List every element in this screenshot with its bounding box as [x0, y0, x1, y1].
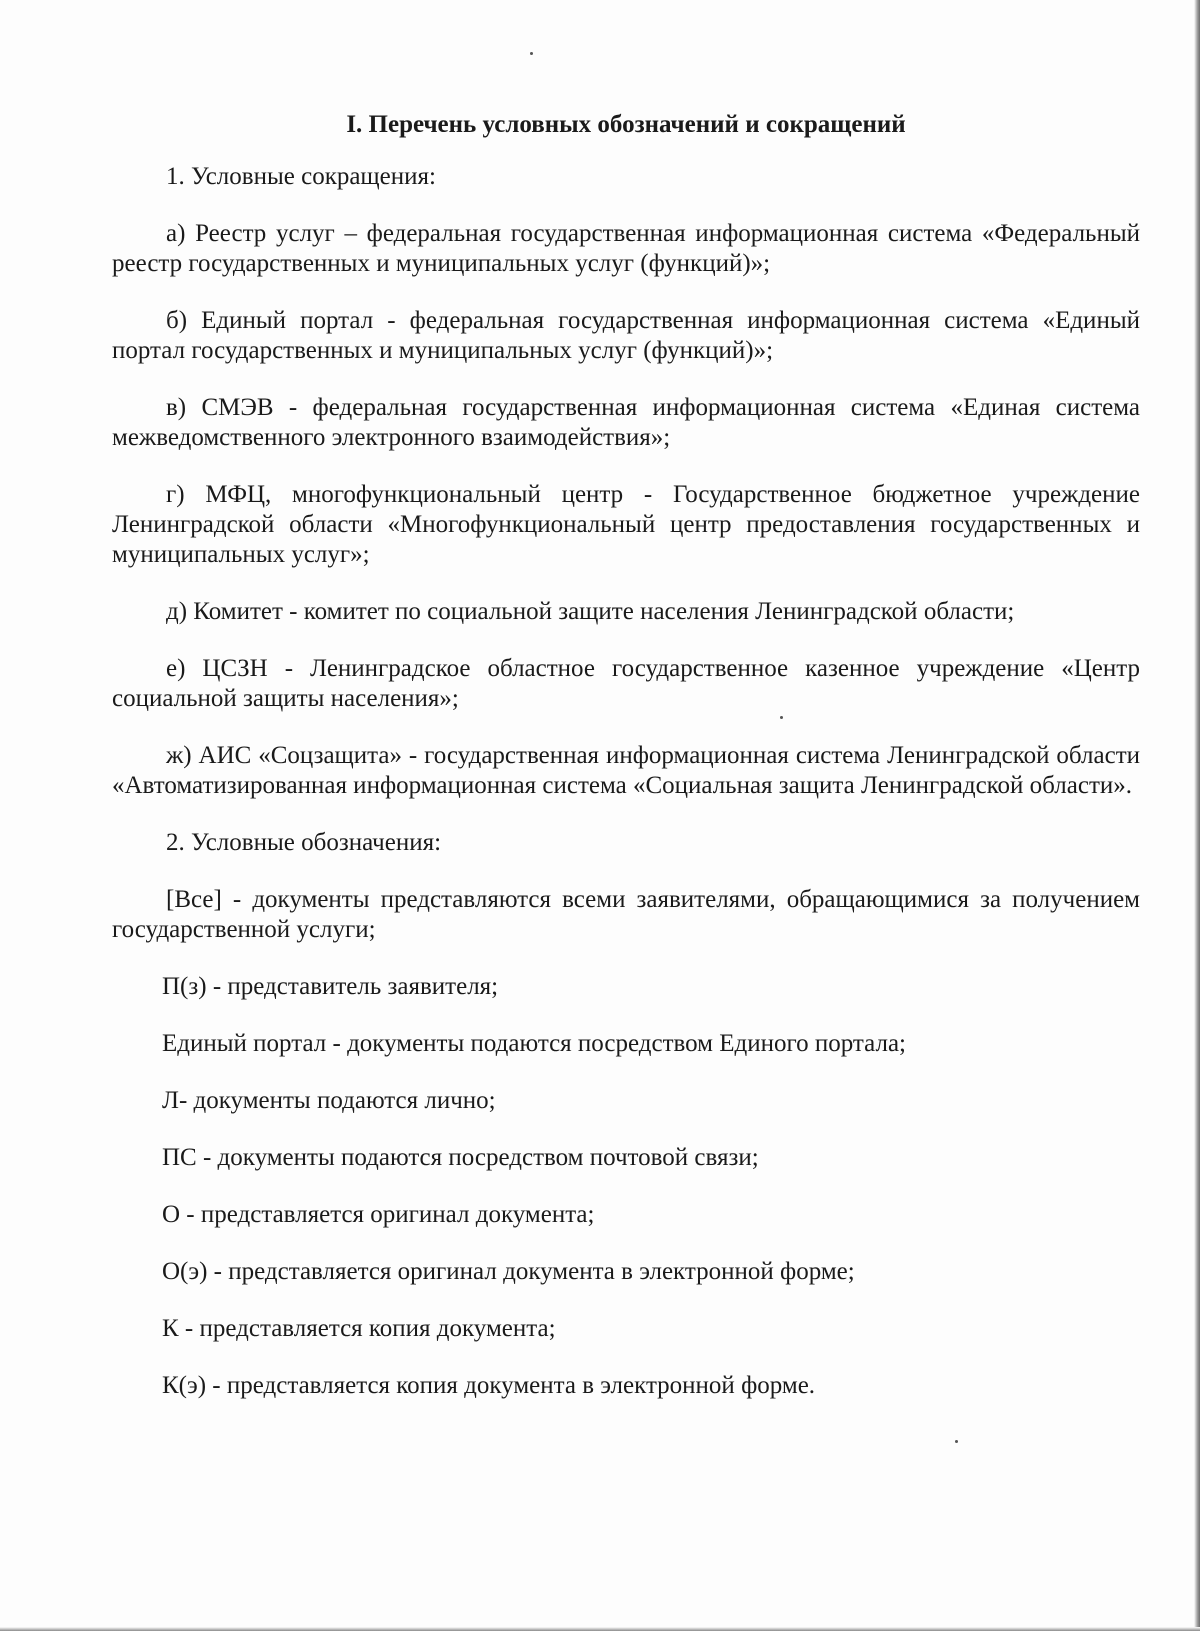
scan-edge-bottom: [0, 1627, 1200, 1631]
abbreviation-item-b: б) Единый портал - федеральная государственная информационная система «Единый портал государственных и муниципальных услуг (функций)»;: [112, 307, 1140, 364]
section-1-title: 1. Условные сокращения:: [166, 163, 436, 190]
scan-speck: [530, 52, 533, 55]
scan-speck: [955, 1440, 958, 1443]
abbreviation-item-v: в) СМЭВ - федеральная государственная информационная система «Единая система межведомственного электронного взаимодействия»;: [112, 394, 1140, 451]
document-body: [112, 110, 1140, 1428]
section-2-title: 2. Условные обозначения:: [166, 829, 442, 856]
scan-edge-right: [1194, 0, 1200, 1631]
legend-item: К - представляется копия документа;: [162, 1315, 556, 1342]
legend-item: Л- документы подаются лично;: [162, 1087, 496, 1114]
legend-item: П(з) - представитель заявителя;: [162, 973, 499, 1000]
abbreviation-item-d: д) Комитет - комитет по социальной защите населения Ленинградской области;: [166, 598, 1015, 625]
abbreviation-item-a: а) Реестр услуг – федеральная государственная информационная система «Федеральный реестр государственных и муниципальных услуг (функций)»;: [112, 220, 1140, 277]
legend-item: ПС - документы подаются посредством почтовой связи;: [162, 1144, 759, 1171]
legend-item-all: [Все] - документы представляются всеми заявителями, обращающимися за получением государственной услуги;: [112, 886, 1140, 943]
legend-item: О - представляется оригинал документа;: [162, 1201, 595, 1228]
legend-item: Единый портал - документы подаются посредством Единого портала;: [162, 1030, 906, 1057]
abbreviation-item-zh: ж) АИС «Соцзащита» - государственная информационная система Ленинградской области «Автоматизированная информационная система «Социальная защита Ленинградской области».: [112, 742, 1140, 799]
document-heading: I. Перечень условных обозначений и сокращений: [346, 111, 906, 138]
abbreviation-item-g: г) МФЦ, многофункциональный центр - Государственное бюджетное учреждение Ленинградской области «Многофункциональный центр предоставления государственных и муниципальных услуг»;: [112, 481, 1140, 568]
legend-item: О(э) - представляется оригинал документа в электронной форме;: [162, 1258, 855, 1285]
abbreviation-item-e: е) ЦСЗН - Ленинградское областное государственное казенное учреждение «Центр социальной защиты населения»;: [112, 655, 1140, 712]
legend-item: К(э) - представляется копия документа в электронной форме.: [162, 1372, 816, 1399]
